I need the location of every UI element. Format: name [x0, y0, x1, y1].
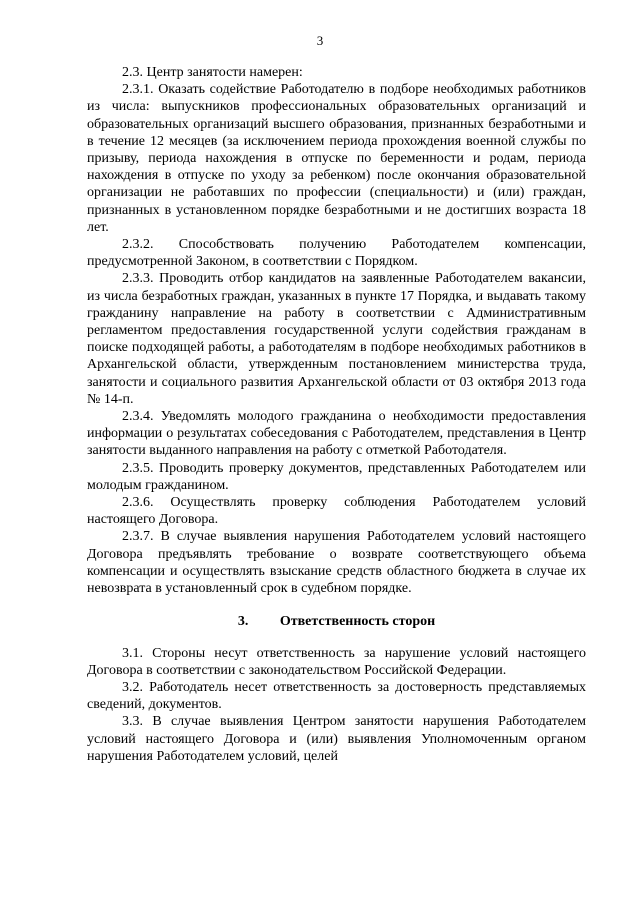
paragraph-2-3-3: 2.3.3. Проводить отбор кандидатов на заявленные Работодателем вакансии, из числа безработных граждан, указанных в пункте 17 Порядка, и выдавать такому гражданину направление на работу в соответствии с Административным регламентом предоставления государственной услуги содействия гражданам в поиске подходящей работы, а работодателям в подборе необходимых работников в Архангельской области, утвержденным постановлением министерства труда, занятости и социального развития Архангельской области от 03 октября 2013 года № 14-п.	[87, 271, 586, 407]
paragraph-2-3-4: 2.3.4. Уведомлять молодого гражданина о необходимости предоставления информации о результатах собеседования с Работодателем, представления в Центр занятости выданного направления на работу с отметкой Работодателя.	[87, 409, 586, 459]
section-heading-3	[87, 613, 586, 630]
paragraph-2-3-6: 2.3.6. Осуществлять проверку соблюдения Работодателем условий настоящего Договора.	[87, 495, 586, 528]
paragraph-2-3-1: 2.3.1. Оказать содействие Работодателю в подборе необходимых работников из числа: выпускников профессиональных образовательных организаций и образовательных организаций высшего образования, признанных безработными и в течение 12 месяцев (за исключением периода прохождения военной службы по призыву, периода нахождения в отпуске по беременности и родам, периода нахождения в отпуске по уходу за ребенком) после окончания образовательной организации не работавших по профессии (специальности) и (или) граждан, признанных в установленном порядке безработными и не достигших возраста 18 лет.	[87, 82, 586, 235]
paragraph-2-3-5: 2.3.5. Проводить проверку документов, представленных Работодателем или молодым гражданином.	[87, 460, 586, 493]
paragraph-2-3-2: 2.3.2. Способствовать получению Работодателем компенсации, предусмотренной Законом, в соответствии с Порядком.	[87, 237, 586, 270]
section-title: Ответственность сторон	[279, 614, 436, 630]
paragraph-3-2: 3.2. Работодатель несет ответственность за достоверность представляемых сведений, документов.	[87, 679, 586, 713]
paragraph-3-3: 3.3. В случае выявления Центром занятости нарушения Работодателем условий настоящего Договора и (или) выявления Уполномоченным органом нарушения Работодателем условий, целей	[87, 714, 586, 764]
paragraph-2-3: 2.3. Центр занятости намерен:	[122, 65, 303, 80]
section-number: 3.	[237, 614, 249, 630]
page-number: 3	[316, 33, 324, 48]
paragraph-2-3-7: 2.3.7. В случае выявления нарушения Работодателем условий настоящего Договора предъявлять требование о возврате соответствующего объема компенсации и осуществлять взыскание средств областного бюджета в случае их невозврата в установленный срок в судебном порядке.	[87, 529, 586, 597]
document-body	[87, 64, 586, 765]
paragraph-3-1: 3.1. Стороны несут ответственность за нарушение условий настоящего Договора в соответствии с законодательством Российской Федерации.	[87, 645, 586, 678]
